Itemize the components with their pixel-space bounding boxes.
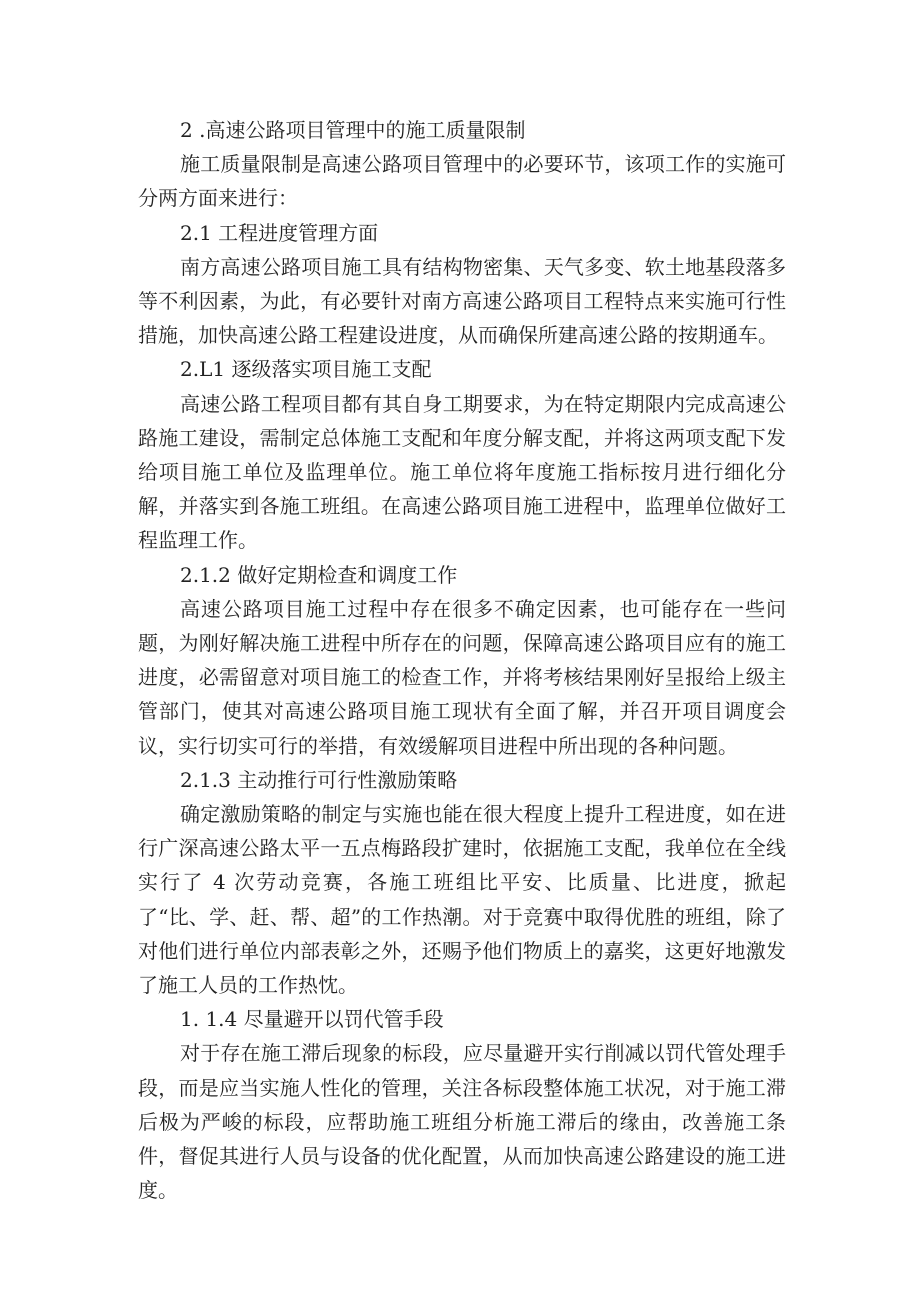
section-heading-2-1-3: 2.1.3 主动推行可行性激励策略 <box>180 767 458 792</box>
paragraph-2-1: 南方高速公路项目施工具有结构物密集、天气多变、软土地基段落多等不利因素，为此，有必要针对南方高速公路项目工程特点来实施可行性措施，加快高速公路工程建设进度，从而确保所建高速公路的按期通车。 <box>138 254 786 348</box>
paragraph-2-1-2: 高速公路项目施工过程中存在很多不确定因素，也可能存在一些问题，为刚好解决施工进程中所存在的问题，保障高速公路项目应有的施工进度，必需留意对项目施工的检查工作，并将考核结果刚好呈报给上级主管部门，使其对高速公路项目施工现状有全面了解，并召开项目调度会议，实行切实可行的举措，有效缓解项目进程中所出现的各种问题。 <box>138 596 786 758</box>
section-heading-2: 2 .高速公路项目管理中的施工质量限制 <box>180 118 526 142</box>
section-heading-1-1-4: 1. 1.4 尽量避开以罚代管手段 <box>180 1007 444 1032</box>
document-body <box>138 113 786 1208</box>
paragraph-2-1-3: 确定激励策略的制定与实施也能在很大程度上提升工程进度，如在进行广深高速公路太平一五点梅路段扩建时，依据施工支配，我单位在全线实行了 4 次劳动竞赛，各施工班组比平安、比质量、比进度，掀起了“比、学、赶、帮、超”的工作热潮。对于竞赛中取得优胜的班组，除了对他们进行单位内部表彰之外，还赐予他们物质上的嘉奖，这更好地激发了施工人员的工作热忱。 <box>138 802 786 998</box>
paragraph-intro: 施工质量限制是高速公路项目管理中的必要环节，该项工作的实施可分两方面来进行： <box>138 152 786 211</box>
section-heading-2-1-2: 2.1.2 做好定期检查和调度工作 <box>180 562 458 587</box>
paragraph-1-1-4: 对于存在施工滞后现象的标段，应尽量避开实行削减以罚代管处理手段，而是应当实施人性化的管理，关注各标段整体施工状况，对于施工滞后极为严峻的标段，应帮助施工班组分析施工滞后的缘由，改善施工条件，督促其进行人员与设备的优化配置，从而加快高速公路建设的施工进度。 <box>138 1041 786 1203</box>
section-heading-2-1: 2.1 工程进度管理方面 <box>180 220 379 245</box>
section-heading-2-1-1: 2.L1 逐级落实项目施工支配 <box>180 357 432 382</box>
paragraph-2-1-1: 高速公路工程项目都有其自身工期要求，为在特定期限内完成高速公路施工建设，需制定总体施工支配和年度分解支配，并将这两项支配下发给项目施工单位及监理单位。施工单位将年度施工指标按月进行细化分解，并落实到各施工班组。在高速公路项目施工进程中，监理单位做好工程监理工作。 <box>138 391 786 553</box>
